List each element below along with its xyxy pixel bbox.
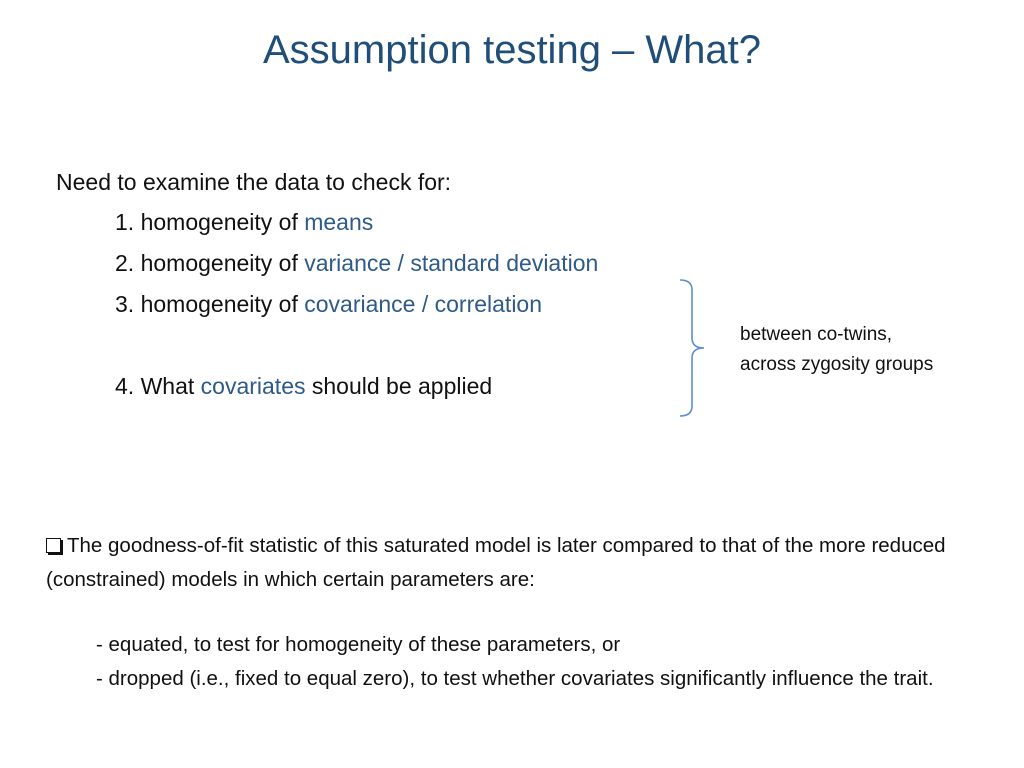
slide-title: Assumption testing – What?	[262, 28, 762, 72]
explanation-paragraph	[46, 529, 986, 597]
item-prefix: 3. homogeneity of	[115, 291, 305, 317]
sub-list-item: - equated, to test for homogeneity of these parameters, or	[96, 633, 621, 656]
list-item-variance	[115, 248, 598, 278]
item-prefix: 2. homogeneity of	[115, 250, 305, 276]
sub-list-item: - dropped (i.e., fixed to equal zero), to test whether covariates significantly influence the trait.	[96, 667, 934, 690]
paragraph-text: The goodness-of-fit statistic of this saturated model is later compared to that of the more reduced (constrained) models in which certain parameters are:	[46, 534, 946, 591]
list-item-covariance	[115, 289, 542, 319]
right-brace-icon	[678, 278, 710, 418]
item-highlight: means	[304, 209, 374, 235]
item-highlight: covariates	[200, 373, 306, 399]
item-prefix: 4. What	[115, 373, 201, 399]
list-item-covariates	[115, 371, 492, 401]
item-suffix: should be applied	[305, 373, 493, 399]
item-highlight: variance / standard deviation	[304, 250, 599, 276]
brace-note-line: across zygosity groups	[740, 354, 934, 375]
brace-note	[740, 320, 933, 380]
intro-text: Need to examine the data to check for:	[56, 169, 452, 195]
list-item-means	[115, 207, 373, 237]
sub-list	[96, 628, 986, 696]
item-prefix: 1. homogeneity of	[115, 209, 305, 235]
item-highlight: covariance / correlation	[304, 291, 543, 317]
checkbox-bullet-icon	[46, 538, 61, 553]
brace-note-line: between co-twins,	[740, 324, 893, 345]
brace-path	[680, 280, 704, 416]
